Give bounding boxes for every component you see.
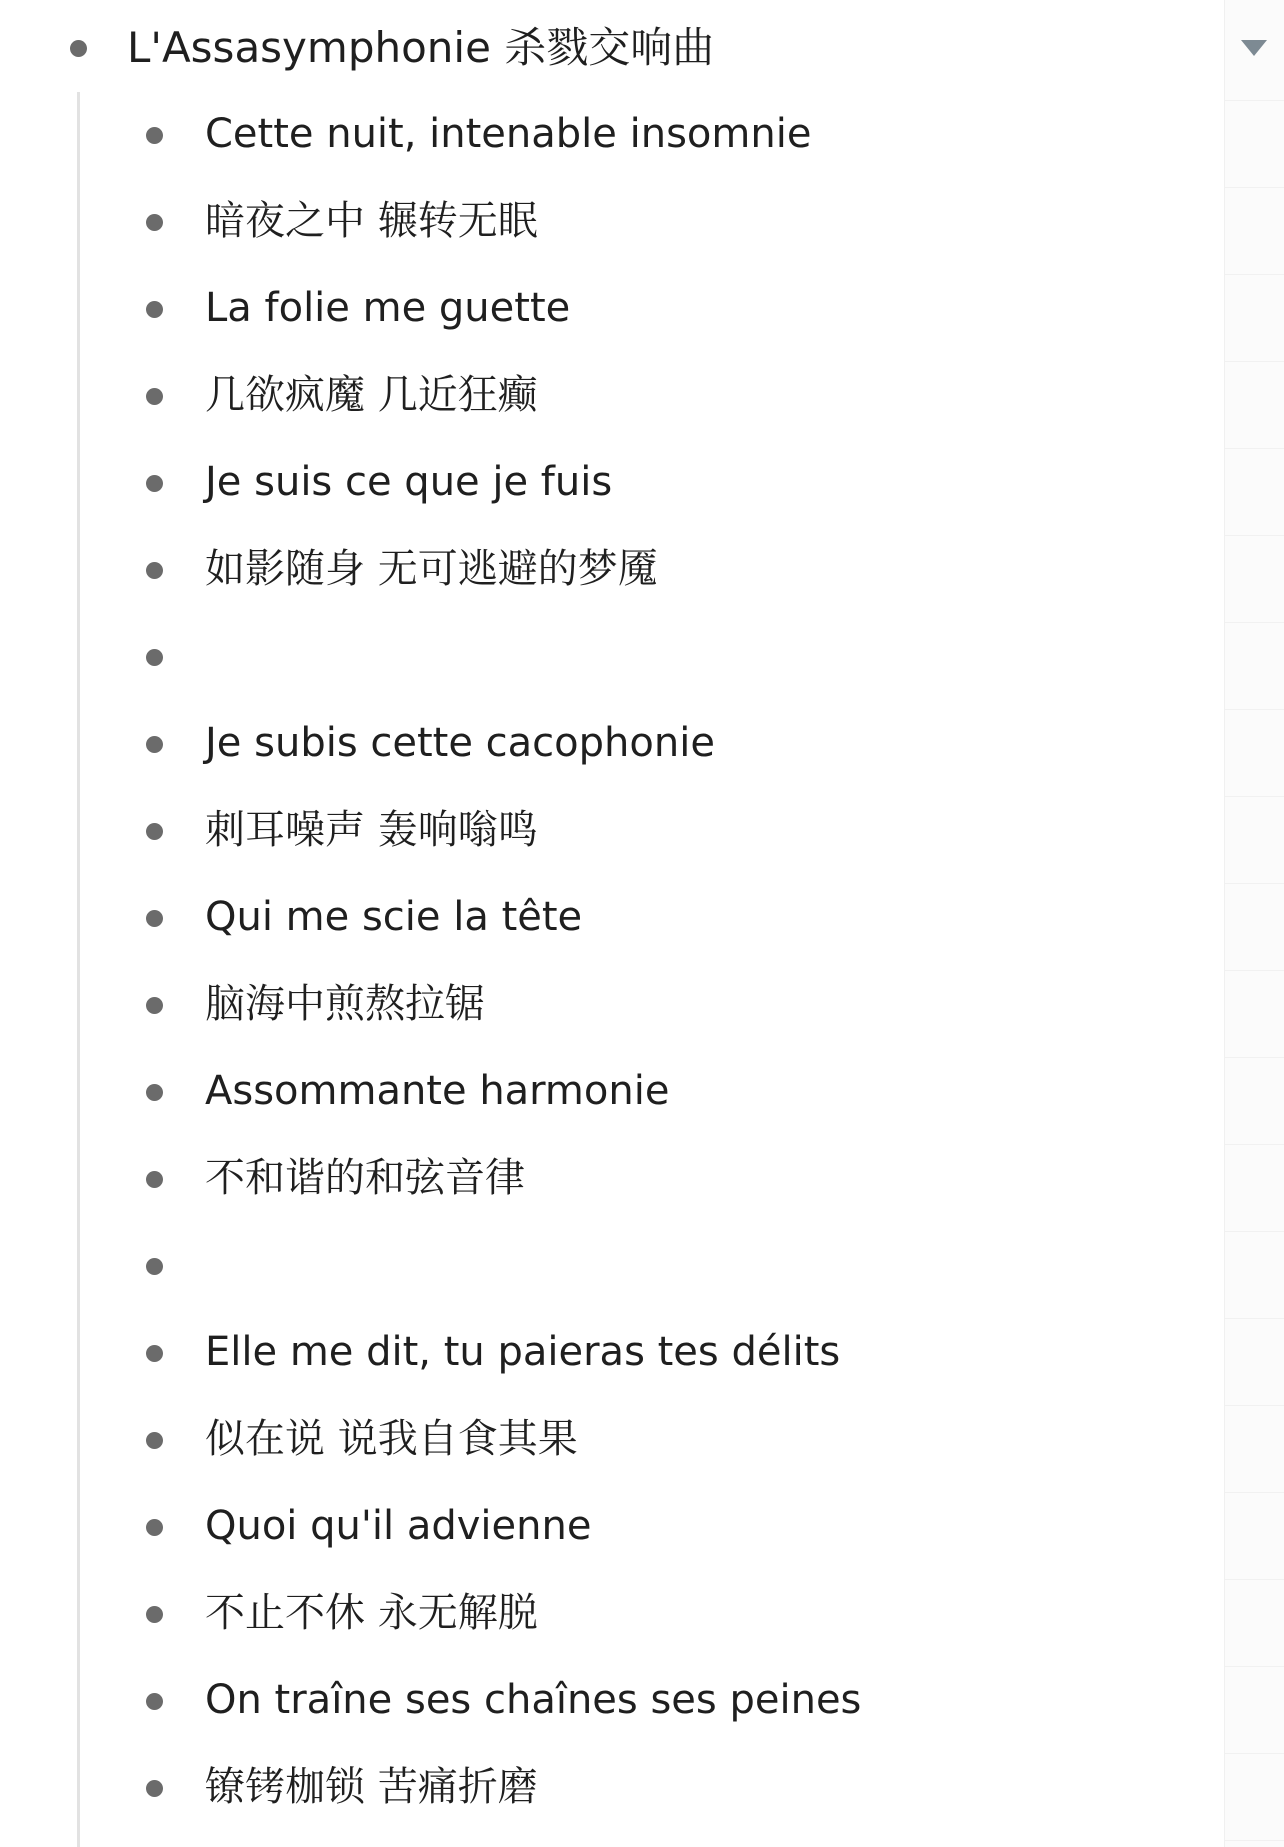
gutter-separator (1225, 1144, 1284, 1145)
gutter-separator (1225, 709, 1284, 710)
outline-item[interactable] (0, 962, 1220, 1049)
outline-item-empty[interactable] (0, 614, 1220, 701)
outline-root-text[interactable]: L'Assasymphonie 杀戮交响曲 (127, 23, 715, 72)
outline-item-text[interactable]: Cette nuit, intenable insomnie (205, 111, 812, 157)
gutter-separator (1225, 622, 1284, 623)
outline-item[interactable] (0, 353, 1220, 440)
bullet-icon[interactable] (146, 1084, 163, 1101)
outline-item[interactable] (0, 1484, 1220, 1571)
outline-item-text[interactable]: 几欲疯魔 几近狂癫 (205, 372, 538, 418)
gutter-separator (1225, 1057, 1284, 1058)
gutter-separator (1225, 883, 1284, 884)
bullet-icon[interactable] (146, 475, 163, 492)
outline-item[interactable] (0, 179, 1220, 266)
gutter-separator (1225, 1318, 1284, 1319)
outline-item-text[interactable]: 暗夜之中 辗转无眠 (205, 198, 538, 244)
outline-item[interactable] (0, 1745, 1220, 1832)
gutter-separator (1225, 274, 1284, 275)
outline-item[interactable] (0, 527, 1220, 614)
outline-item[interactable] (0, 266, 1220, 353)
outline-item[interactable] (0, 788, 1220, 875)
bullet-icon[interactable] (146, 910, 163, 927)
bullet-icon[interactable] (146, 127, 163, 144)
gutter-separator (1225, 1666, 1284, 1667)
gutter-separator (1225, 1840, 1284, 1841)
bullet-icon[interactable] (146, 736, 163, 753)
gutter-separator (1225, 187, 1284, 188)
outline-item[interactable] (0, 1049, 1220, 1136)
outline-item-text[interactable]: 不和谐的和弦音律 (205, 1155, 525, 1201)
outline-item[interactable] (0, 440, 1220, 527)
gutter-separator (1225, 1492, 1284, 1493)
bullet-icon[interactable] (146, 649, 163, 666)
bullet-icon[interactable] (146, 1432, 163, 1449)
gutter-separator (1225, 361, 1284, 362)
outline-item[interactable] (0, 1658, 1220, 1745)
collapse-toggle[interactable] (1237, 36, 1271, 62)
bullet-icon[interactable] (146, 388, 163, 405)
bullet-icon[interactable] (146, 301, 163, 318)
bullet-icon[interactable] (146, 1519, 163, 1536)
gutter-separator (1225, 1753, 1284, 1754)
right-gutter (1224, 0, 1284, 1847)
outline-item-empty[interactable] (0, 1223, 1220, 1310)
outline-item[interactable] (0, 1571, 1220, 1658)
bullet-icon[interactable] (146, 1693, 163, 1710)
bullet-icon[interactable] (70, 40, 87, 57)
outline-item-text[interactable]: Assommante harmonie (205, 1068, 670, 1114)
bullet-icon[interactable] (146, 562, 163, 579)
outline-item[interactable] (0, 1397, 1220, 1484)
outline-item[interactable] (0, 92, 1220, 179)
bullet-icon[interactable] (146, 1606, 163, 1623)
bullet-icon[interactable] (146, 1345, 163, 1362)
bullet-icon[interactable] (146, 1780, 163, 1797)
outline-item[interactable] (0, 1136, 1220, 1223)
outline-item-text[interactable]: 似在说 说我自食其果 (205, 1416, 578, 1462)
outline-item[interactable] (0, 875, 1220, 962)
bullet-icon[interactable] (146, 1171, 163, 1188)
outline-item-text[interactable]: Quoi qu'il advienne (205, 1503, 592, 1549)
triangle-down-icon (1237, 36, 1271, 62)
gutter-separator (1225, 100, 1284, 101)
outline-item-text[interactable]: Je suis ce que je fuis (205, 459, 613, 505)
gutter-separator (1225, 970, 1284, 971)
outline-children (0, 92, 1220, 1832)
outline-item-text[interactable]: Qui me scie la tête (205, 894, 583, 940)
gutter-separator (1225, 535, 1284, 536)
outline-item-text[interactable]: Je subis cette cacophonie (205, 720, 715, 766)
bullet-icon[interactable] (146, 1258, 163, 1275)
gutter-separator (1225, 796, 1284, 797)
outline-item-text[interactable]: 刺耳噪声 轰响嗡鸣 (205, 807, 538, 853)
gutter-separator (1225, 1231, 1284, 1232)
outline-item-text[interactable]: 脑海中煎熬拉锯 (205, 981, 485, 1027)
outline-item[interactable] (0, 1310, 1220, 1397)
outline-item-text[interactable]: 不止不休 永无解脱 (205, 1590, 538, 1636)
gutter-separator (1225, 1579, 1284, 1580)
gutter-separator (1225, 448, 1284, 449)
outline-item-text[interactable]: La folie me guette (205, 285, 571, 331)
outline-root-item[interactable] (0, 0, 1220, 96)
outline-item-text[interactable]: 如影随身 无可逃避的梦魇 (205, 546, 658, 592)
outline-item-text[interactable]: On traîne ses chaînes ses peines (205, 1677, 862, 1723)
outline-item-text[interactable]: Elle me dit, tu paieras tes délits (205, 1329, 841, 1375)
gutter-separator (1225, 1405, 1284, 1406)
outline-item[interactable] (0, 701, 1220, 788)
bullet-icon[interactable] (146, 823, 163, 840)
bullet-icon[interactable] (146, 214, 163, 231)
bullet-icon[interactable] (146, 997, 163, 1014)
outline-item-text[interactable]: 镣铐枷锁 苦痛折磨 (205, 1764, 538, 1810)
